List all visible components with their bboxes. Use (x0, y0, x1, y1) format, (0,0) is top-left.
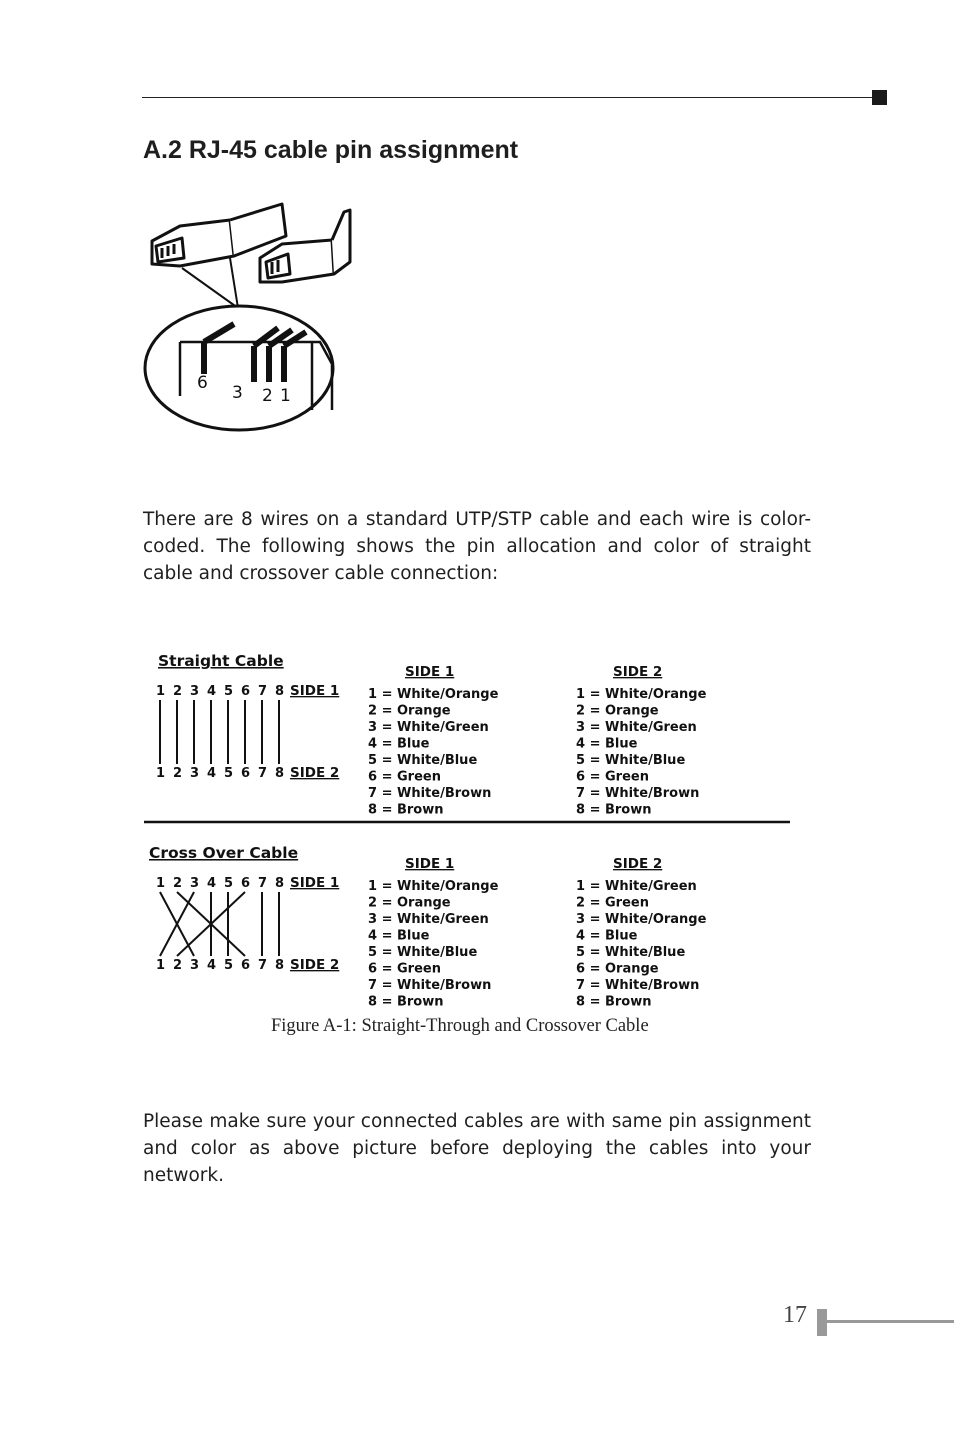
straight-bottom-pin-number: 2 (173, 766, 183, 781)
crossover-side2-item: 7 = White/Brown (576, 978, 700, 993)
straight-side1-item: 1 = White/Orange (368, 687, 499, 702)
straight-side1-item: 8 = Brown (368, 802, 444, 818)
straight-top-pin-number: 2 (173, 684, 183, 699)
straight-top-pin-number: 7 (258, 684, 268, 699)
straight-side2-item: 6 = Green (576, 769, 649, 785)
crossover-bottom-pin-number: 5 (224, 958, 234, 973)
cable-pinout-figure (140, 640, 800, 1015)
footer-rule (827, 1320, 954, 1323)
crossover-bottom-pin-number: 3 (190, 958, 200, 973)
crossover-bottom-pin-number: 6 (241, 958, 251, 973)
crossover-side2-item: 4 = Blue (576, 928, 638, 944)
straight-top-pin-number: 1 (156, 684, 166, 699)
straight-bottom-pin-number: 3 (190, 766, 200, 781)
straight-bottom-pin-number: 5 (224, 766, 234, 781)
straight-side1-item: 2 = Orange (368, 703, 451, 719)
crossover-side2-item: 6 = Orange (576, 961, 659, 977)
crossover-bottom-pin-number: 2 (173, 958, 183, 973)
closing-paragraph: Please make sure your connected cables are with same pin assignment and color as above picture before deploying the cables into your network. (143, 1111, 811, 1186)
crossover-bottom-pin-number: 7 (258, 958, 268, 973)
crossover-top-pin-number: 5 (224, 876, 234, 891)
crossover-side1-item: 5 = White/Blue (368, 945, 478, 960)
crossover-side1-item: 6 = Green (368, 961, 441, 977)
straight-cable-title: Straight Cable (158, 652, 284, 670)
header-rule (142, 97, 874, 98)
straight-side2-item: 4 = Blue (576, 736, 638, 752)
straight-end2-label: SIDE 2 (290, 765, 340, 781)
page-number: 17 (783, 1302, 807, 1328)
straight-bottom-pin-number: 8 (275, 766, 285, 781)
crossover-side2-item: 1 = White/Green (576, 879, 697, 894)
crossover-side1-item: 2 = Orange (368, 895, 451, 911)
crossover-side1-item: 1 = White/Orange (368, 879, 499, 894)
crossover-cable-title: Cross Over Cable (149, 844, 299, 862)
straight-side1-item: 7 = White/Brown (368, 786, 492, 801)
crossover-side1-item: 8 = Brown (368, 994, 444, 1010)
straight-top-pin-number: 8 (275, 684, 285, 699)
crossover-top-pin-number: 1 (156, 876, 166, 891)
straight-side2-item: 3 = White/Green (576, 720, 697, 735)
intro-paragraph: There are 8 wires on a standard UTP/STP cable and each wire is color-coded. The following shows the pin allocation and color of straight cable and crossover cable connection: (143, 509, 811, 584)
crossover-top-pin-number: 7 (258, 876, 268, 891)
footer-marker (817, 1309, 827, 1336)
straight-end1-label: SIDE 1 (290, 683, 340, 699)
crossover-bottom-pin-number: 1 (156, 958, 166, 973)
crossover-side1-item: 3 = White/Green (368, 912, 489, 927)
straight-top-pin-number: 6 (241, 684, 251, 699)
rj45-connector-illustration (142, 196, 352, 432)
straight-top-pin-number: 3 (190, 684, 200, 699)
crossover-side1-item: 7 = White/Brown (368, 978, 492, 993)
straight-side1-header: SIDE 1 (405, 664, 455, 680)
section-heading: A.2 RJ-45 cable pin assignment (143, 136, 519, 164)
straight-bottom-pin-number: 7 (258, 766, 268, 781)
straight-side1-item: 5 = White/Blue (368, 753, 478, 768)
crossover-side2-item: 5 = White/Blue (576, 945, 686, 960)
crossover-side1-item: 4 = Blue (368, 928, 430, 944)
crossover-side2-item: 8 = Brown (576, 994, 652, 1010)
header-marker (872, 90, 887, 105)
straight-top-pin-number: 5 (224, 684, 234, 699)
straight-side2-header: SIDE 2 (613, 664, 663, 680)
straight-side1-item: 3 = White/Green (368, 720, 489, 735)
straight-top-pin-number: 4 (207, 684, 217, 699)
connector-pin-label: 1 (280, 386, 291, 406)
straight-bottom-pin-number: 4 (207, 766, 217, 781)
crossover-side2-item: 3 = White/Orange (576, 912, 707, 927)
straight-side2-item: 7 = White/Brown (576, 786, 700, 801)
crossover-top-pin-number: 8 (275, 876, 285, 891)
crossover-side1-header: SIDE 1 (405, 856, 455, 872)
crossover-top-pin-number: 3 (190, 876, 200, 891)
crossover-bottom-pin-number: 8 (275, 958, 285, 973)
connector-pin-label: 3 (232, 383, 243, 403)
connector-pin-label: 2 (262, 386, 273, 406)
crossover-bottom-pin-number: 4 (207, 958, 217, 973)
straight-bottom-pin-number: 1 (156, 766, 166, 781)
crossover-end2-label: SIDE 2 (290, 957, 340, 973)
straight-side2-item: 8 = Brown (576, 802, 652, 818)
figure-caption: Figure A-1: Straight-Through and Crossover Cable (271, 1016, 649, 1036)
connector-pin-label: 6 (197, 373, 208, 393)
crossover-top-pin-number: 2 (173, 876, 183, 891)
straight-side1-item: 4 = Blue (368, 736, 430, 752)
straight-side2-item: 5 = White/Blue (576, 753, 686, 768)
straight-bottom-pin-number: 6 (241, 766, 251, 781)
crossover-end1-label: SIDE 1 (290, 875, 340, 891)
straight-side2-item: 1 = White/Orange (576, 687, 707, 702)
straight-side1-item: 6 = Green (368, 769, 441, 785)
crossover-top-pin-number: 4 (207, 876, 217, 891)
crossover-side2-header: SIDE 2 (613, 856, 663, 872)
straight-side2-item: 2 = Orange (576, 703, 659, 719)
crossover-side2-item: 2 = Green (576, 895, 649, 911)
crossover-top-pin-number: 6 (241, 876, 251, 891)
